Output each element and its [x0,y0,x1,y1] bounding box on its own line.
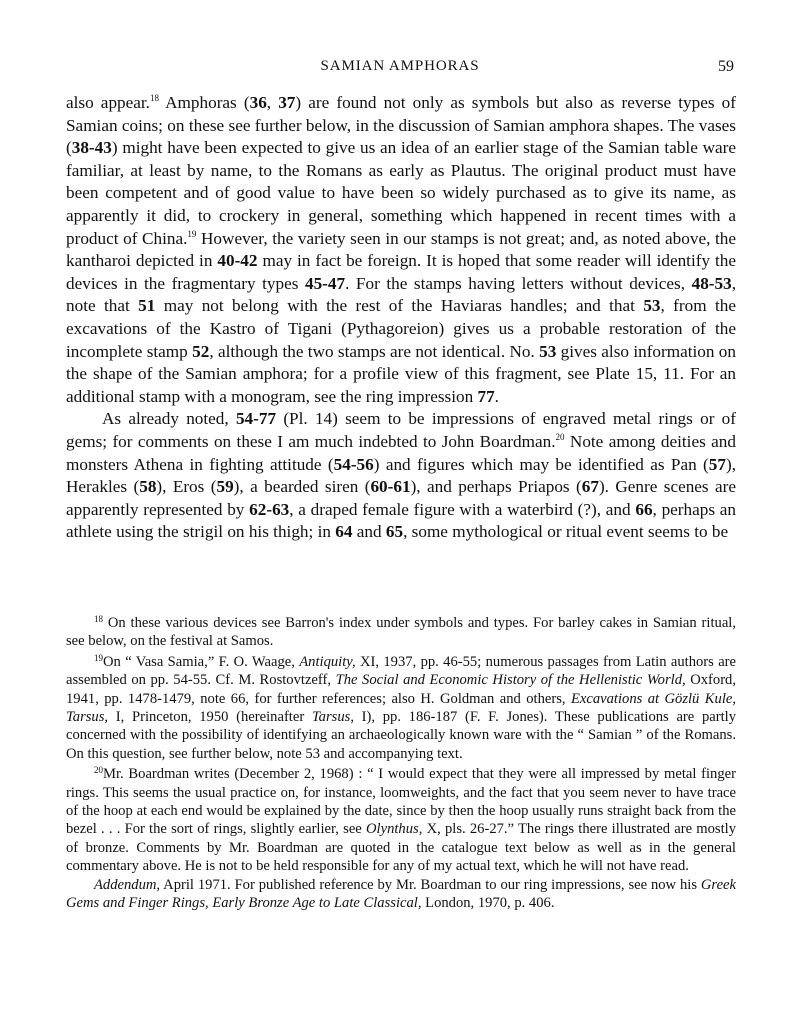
catalogue-ref: 57 [708,454,726,474]
text-run: However, the variety seen in our stamps is not great; and, as noted above, the kantharoi depicted in [66,228,736,271]
text-run: ), Herakles ( [66,454,736,497]
text-run: ) are found not only as symbols but also as reverse types of Samian coins; on these see further below, in the discussion of Samian amphora shapes. The vases ( [66,93,736,158]
footnote-text: Mr. Boardman writes (December 2, 1968) : “ I would expect that they were all impressed by metal finger rings. This seems the usual practice on, for instance, loomweights, and the fact that you seem never to have trace of the hoop at each end would be explained by the date, since by then the hoop usually runs straight back from the bezel . . . For the sort of rings, slightly earlier, see [66,766,736,838]
catalogue-ref: 59 [216,477,234,497]
text-run: . For the stamps having letters without devices, [345,273,692,293]
catalogue-ref: 40-42 [217,251,258,271]
catalogue-ref: 52 [192,341,210,361]
text-run: (Pl. 14) seem to be impressions of engraved metal rings or of gems; for comments on these I am much indebted to John Boardman. [66,409,737,451]
text-run: , some mythological or ritual event seems to be [403,522,729,542]
citation-title: Greek Gems and Finger Rings, Early Bronze Age to Late Classical, [66,876,736,912]
text-run: , from the excavations of the Kastro of Tigani (Pythagoreion) gives us a probable restoration of the incomplete stamp [66,296,736,361]
footnote-ref-18[interactable]: 18 [149,93,159,103]
catalogue-ref: 53 [643,296,661,316]
catalogue-ref: 64 [335,522,353,542]
text-run: ), Eros ( [156,477,217,497]
catalogue-ref: 45-47 [304,273,346,293]
footnote-number: 20 [94,765,103,776]
running-title: SAMIAN AMPHORAS [320,58,480,74]
text-run: . [494,386,499,406]
footnote-text: XI, 1937, pp. 46-55; numerous passages from Latin authors are assembled on pp. 54-55. Cf. M. Rostovtzeff, [66,653,737,689]
page-header [66,58,734,80]
footnote-text: April 1971. For published reference by Mr. Boardman to our ring impressions, see now his [160,876,701,893]
text-run: ) might have been expected to give us an idea of an earlier stage of the Samian table ware familiar, at least by name, to the Romans as early as Plautus. The original product must have been competent and of good value to have been so widely purchased as to give its name, as apparently it did, to crockery in general, something which happened in recent times with a product of China. [66,138,736,248]
citation-title: Excavations at Gözlü Kule, Tarsus, [66,690,736,726]
footnote-ref-19[interactable]: 19 [187,228,197,239]
text-run: , although the two stamps are not identical. No. [209,341,540,361]
catalogue-ref: 37 [278,93,296,112]
footnote-20 [66,765,736,875]
text-run: ). Genre scenes are apparently represented by [66,477,736,519]
catalogue-ref: 54-77 [235,409,277,429]
text-run: ) and figures which may be identified as Pan ( [373,454,709,474]
catalogue-ref: 58 [139,477,157,497]
footnote-text: I), pp. 186-187 (F. F. Jones). These publications are partly concerned with the possibility of identifying an archaeologically known ware with the “ Samian ” of the Romans. On this question, see further below, note 53 and accompanying text. [66,709,736,762]
catalogue-ref: 36 [249,93,267,112]
catalogue-ref: 51 [138,296,156,316]
footnote-text: On these various devices see Barron's index under symbols and types. For barley cakes in Samian ritual, see below, on the festival at Samos. [66,615,736,650]
catalogue-ref: 62-63 [249,499,290,519]
catalogue-ref: 53 [539,341,557,361]
citation-title: Antiquity, [299,653,356,670]
page-number: 59 [718,58,734,75]
footnote-text: On “ Vasa Samia,” F. O. Waage, [103,653,300,670]
catalogue-ref: 66 [635,499,653,519]
main-text [66,92,736,544]
catalogue-ref: 60-61 [370,477,411,497]
citation-title: The Social and Economic History of the Hellenistic World, [335,672,686,689]
text-run: and [352,522,386,542]
text-run: , perhaps an athlete using the strigil on his thigh; in [66,499,736,542]
catalogue-ref: 67 [581,477,599,497]
addendum-label: Addendum, [94,876,161,893]
citation-title: Tarsus, [311,709,354,726]
paragraph-2 [66,408,736,544]
text-run: may in fact be foreign. It is hoped that some reader will identify the devices in the fragmentary types [66,251,736,293]
citation-title: Olynthus, [366,821,423,838]
footnote-ref-20[interactable]: 20 [555,431,565,442]
text-run: ), and perhaps Priapos ( [410,477,582,497]
text-run: Amphoras ( [158,93,250,112]
catalogue-ref: 65 [385,522,404,542]
footnote-text: I, Princeton, 1950 (hereinafter [108,709,312,726]
catalogue-ref: 48-53 [691,273,732,293]
text-run: also appear. [66,93,150,112]
footnote-19 [66,653,736,763]
footnote-number: 19 [94,652,103,663]
catalogue-ref: 38-43 [71,138,112,158]
text-run: Note among deities and monsters Athena in fighting attitude ( [66,431,736,474]
text-run: may not belong with the rest of the Haviaras handles; and that [155,296,644,316]
footnote-18 [66,614,736,651]
text-run: , a draped female figure with a waterbird (?), and [289,499,636,519]
text-run: , [266,93,279,112]
paragraph-1 [66,92,736,408]
text-run: gives also information on the shape of the Samian amphora; for a profile view of this fragment, see Plate 15, 11. For an additional stamp with a monogram, see the ring impression [66,341,736,406]
addendum [66,876,736,913]
footnote-text: X, pls. 26-27.” The rings there illustrated are mostly of bronze. Comments by Mr. Boardman are quoted in the catalogue text below as well as in the general commentary above. He is not to be held responsible for any of my actual text, which he will not have read. [66,821,736,875]
footnote-number: 18 [94,614,103,624]
text-run: As already noted, [102,409,236,429]
footnotes [66,614,736,913]
footnote-text: Oxford, 1941, pp. 1478-1479, note 66, for further references; also H. Goldman and others, [66,672,736,707]
text-run: , note that [66,273,736,316]
catalogue-ref: 54-56 [333,454,374,474]
catalogue-ref: 77 [477,386,495,406]
text-run: ), a bearded siren ( [233,477,371,497]
footnote-text: London, 1970, p. 406. [421,895,555,912]
